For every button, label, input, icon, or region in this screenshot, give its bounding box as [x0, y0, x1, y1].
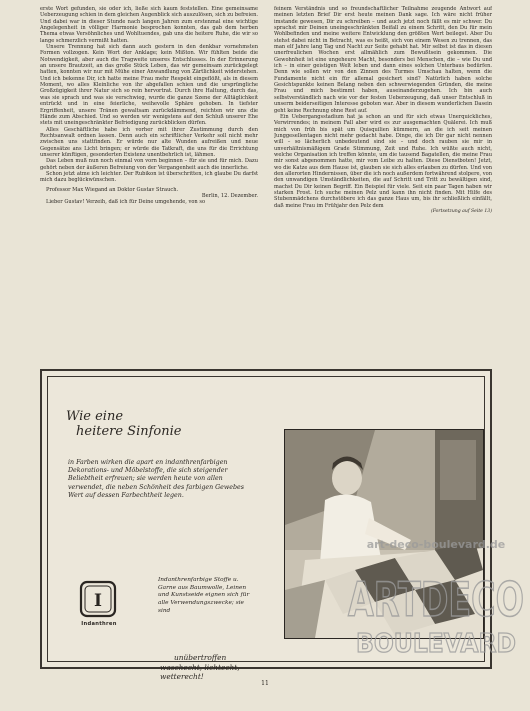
watermark-url: art-deco-boulevard.de	[366, 538, 506, 551]
article-paragraph: Unsere Trennung hat sich dann auch gestern in den denkbar vornehmsten Formen vollzogen. Kein Wort der Anklage; kein Mißton. Wir fühlten beide die Notwendigkeit, aber auch die Tragweite unseres Entschlusses. In der Erinnerung an unsere Brautzeit, an das große Stück Leben, das wir gemeinsam zurückgelegt hatten, konnten wir nur mit Mühe einer Anwandlung von Zärtlichkeit widerstehen. Und ich bekenne Dir, ich hatte meine Frau mehr Respekt eingeflößt, als in diesem Moment, wo alles Kleinliche von ihr abgefallen schien und die ursprüngliche Großzügigkeit ihrer Natur sich so rein hervortrat. Durch ihre Haltung, durch das, was sie sprach und was sie verschwieg, wurde die ganze Szene der Alltäglichkeit entrückt und in eine feierliche, weihevolle Sphäre gehoben. In tiefster Ergriffenheit, unsere Tränen gewaltsam zurückdämmend, reichten wir uns die Hände zum Abschied. Und so werden wir wenigstens auf den Schluß unserer Ehe stets mit uneingeschränkter Befriedigung zurückblicken dürfen.	[40, 44, 258, 127]
ad-fabrics-text: Indanthrenfarbige Stoffe u. Garne aus Baumwolle, Leinen und Kunstseide eignen sich für alle Verwendungszwecke; sie sind	[158, 577, 250, 614]
indanthren-logo-icon	[78, 579, 118, 619]
article-paragraph: Ein Uebergangsstadium hat ja schon an und für sich etwas Unerquickliches, Verwirrendes; in meinem Fall aber wird es zur ausgemachten Quälerei. Ich muß mich von früh bis spät um Quisquilien kümmern, an die ich seit meinen Junggesellentagen nicht mehr gedacht habe. Dinge, die ich Dir gar nicht nennen will – so lächerlich unbedeutend sind sie – und doch rauben sie mir in unverhältnismäßigem Grade Stimmung, Zeit und Ruhe. Ich wüßte auch nicht, welche Organisation ich treffen könnte, um die tausend Bagatellen, die meine Frau mir sonst abgenommen hatte, mir vom Leibe zu halten. Diese Dienstboten! Jetzt, wo die Katze aus dem Hause ist, glauben sie sich alles erlauben zu dürfen. Und von den allerorten Hindernissen, über die ich noch außerdem fortwährend stolpere, von den unwandigen Umständlichkeiten, die auf Schritt und Tritt zu bewältigen sind, machst Du Dir keinen Begriff. Ein Beispiel für viele. Seit ein paar Tagen haben wir starken Frost. Ich suche meinen Pelz und kann ihn nicht finden. Mit Hilfe des Stubenmädchens durchstöbere ich das ganze Haus um, bis ihr schließlich einfällt, daß meine Frau im Frühjahr den Pelz dem	[274, 113, 492, 209]
article-column-right	[274, 6, 492, 366]
article-columns	[40, 6, 492, 366]
ad-headline-line-2: heitere Sinfonie	[76, 424, 182, 439]
article-paragraph: Das Leben muß nun noch einmal von vorn beginnen – für sie und für mich. Dazu gehört neben der äußeren Befreiung von der Vergangenheit auch die innerliche.	[40, 158, 258, 171]
ad-slogan-line-1: unübertroffen	[174, 653, 227, 662]
article-column-left	[40, 6, 258, 366]
article-paragraph: feinem Verständnis und so freundschaftlicher Teilnahme zeugende Antwort auf meinen letzten Brief Dir erst heute meinen Dank sage. Ich wäre nicht früher imstande gewesen, Dir zu schreiben – und auch jetzt noch fällt es mir schwer. Du sprachst mir Deinen uneingeschränkten Beifall zu einem Schritt, den Du für mein Wohlbefinden und meine weitere Entwicklung den größten Wert beilegst. Aber Du stehst dabei nicht in Betracht, was es heißt, sich von einem Wesen zu trennen, das man elf Jahre lang Tag und Nacht zur Seite gehabt hat. Mir selbst ist das in diesen unerfreulichen Wochen erst allmählich zum Bewußtsein gekommen. Die Gewohnheit ist eine ungeheure Macht, besonders bei Menschen, die – wie Du und ich – in einer geistigen Welt leben und dann eines solchen Unterbaus bedürfen. Denn wie sollen wir von den Zinnen des Turmes Umschau halten, wenn die Fundamente nicht ein für allemal gesichert sind? Natürlich haben solche Gesichtspunkte keinen Belang neben den schwerwiegenden Gründen, die meine Frau und mich bestimmt haben, auseinanderzugehen. Ich bin auch selbstverständlich nach wie vor der festen Ueberzeugung, daß unser Entschluß in unserm beiderseitigen Interesse geboten war. Aber in diesem wunderlichen Dasein geht keine Rechnung ohne Rest auf.	[274, 6, 492, 114]
watermark-title: ARTDECO	[348, 573, 524, 628]
article-paragraph: erste Wort gefunden, sie oder ich, ließe sich kaum feststellen. Eine gemeinsame Ueberzeugung schien in dem gleichen Augenblick sich auszulösen, sich zu befreien. Und dabei war in dieser Stunde nach langen Jahren zum erstenmal eine wichtige Angelegenheit in völliger Harmonie besprochen konnten, das gab dem herben Thema etwas Versöhnliches und Wohltuendes, gab uns die heitere Ruhe, die wir so lange schmerzlich vermißt hatten.	[40, 6, 258, 44]
watermark-subtitle: BOULEVARD	[356, 629, 516, 659]
article-paragraph: Alles Geschäftliche habe ich vorher mit ihrer Zustimmung durch den Rechtsanwalt ordnen lassen. Denn auch ein schriftlicher Verkehr soll nicht mehr zwischen uns stattfinden. Er würde nur alte Wunden aufreißen und neue Gegensätze ans Licht bringen; er würde die Tatkraft, die uns für die Errichtung unserer künftigen, gesonderten Existenz unentbehrlich ist, lähmen.	[40, 126, 258, 158]
letter-date: Berlin, 12. Dezember.	[201, 192, 258, 199]
logo-label: Indanthren	[81, 621, 117, 627]
ad-headline-line-1: Wie eine	[66, 409, 124, 424]
ad-slogan	[160, 653, 270, 682]
ad-headline	[66, 409, 181, 439]
logo-letter: I	[94, 591, 102, 611]
article-paragraph: Schon jetzt atme ich leichter. Der Rubikon ist überschritten, ich glaube Du darfst mich dazu beglückwünschen.	[40, 170, 258, 184]
article-paragraph: Lieber Gustav! Verzeih, daß ich für Deine umgehende, von so	[46, 199, 206, 206]
continued-note: (Fortsetzung auf Seite 13)	[430, 209, 492, 214]
ad-body-text: in Farben wirken die apart en indanthrenfarbigen Dekorations- und Möbelstoffe, die sich steigender Beliebtheit erfreuen; sie werden heute von allen verwendet, die neben Schönheit des farbigen Gewebes Wert auf dessen Farbechtheit legen.	[68, 459, 245, 499]
ad-slogan-line-2: waschecht, lichtecht, wetterecht!	[160, 662, 240, 681]
letter-heading: Professor Max Wiegand an Doktor Gustav Strauch.	[46, 186, 179, 193]
page-number: 11	[261, 680, 269, 687]
watermark-logo	[346, 534, 526, 664]
